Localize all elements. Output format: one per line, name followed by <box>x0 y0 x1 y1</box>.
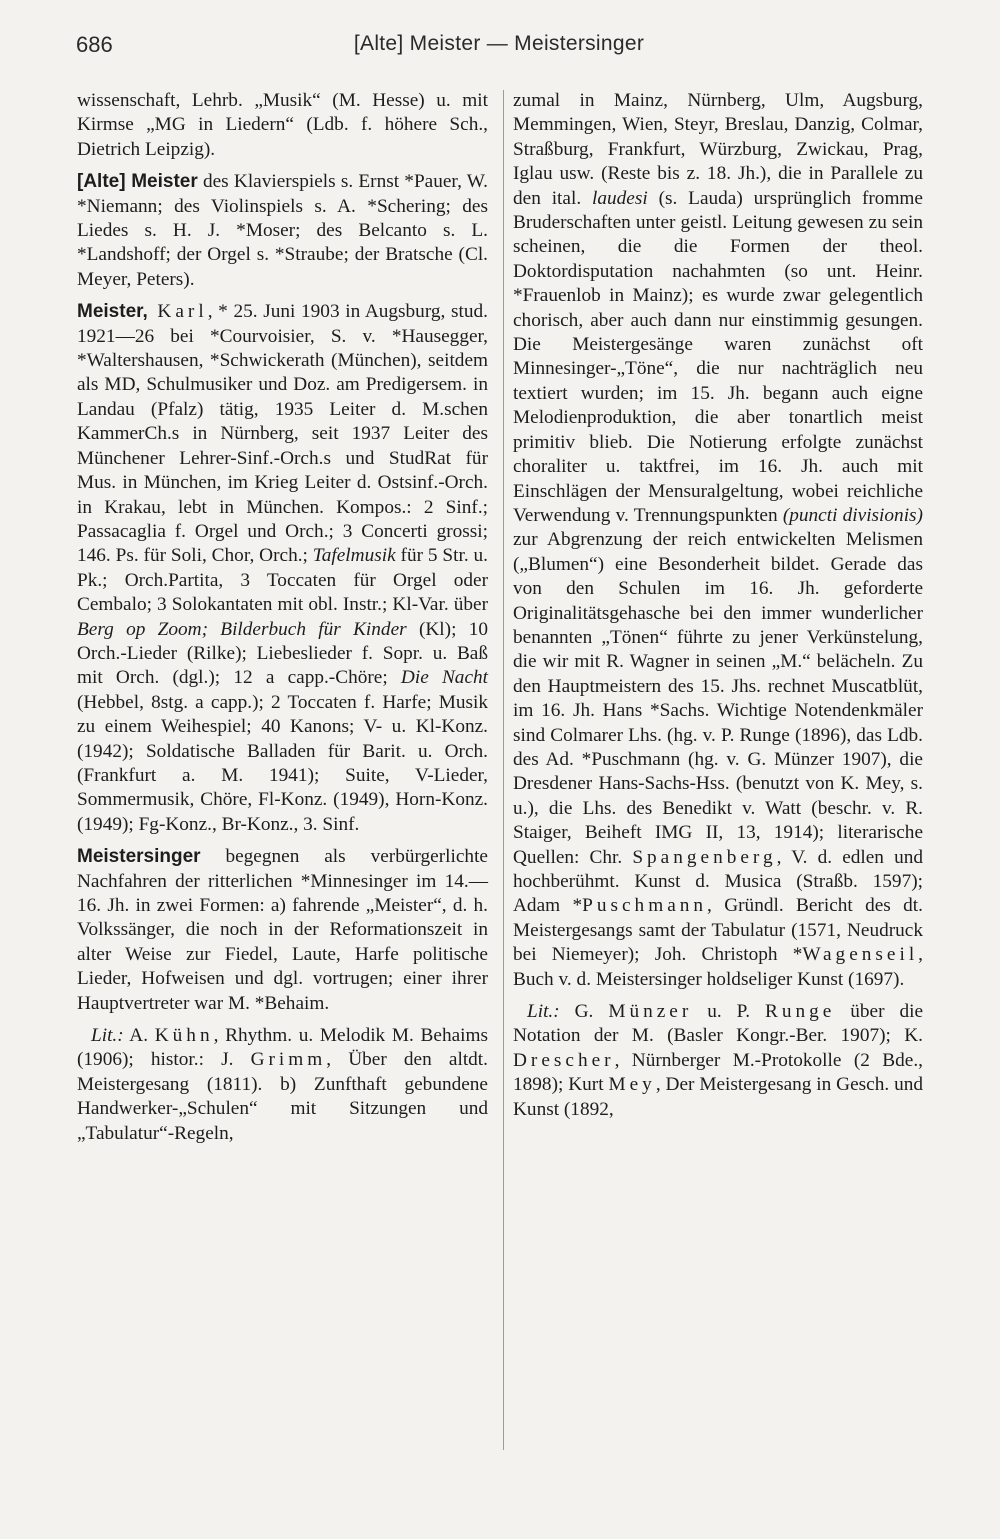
literature-paragraph: Lit.: A. Kühn, Rhythm. u. Melodik M. Behaims (1906); histor.: J. Grimm, Über den altdt. Meistergesang (1811). b) Zunfthaft gebundene Handwerker-„Schulen“ mit Sitzungen und „Tabulatur“-Regeln, <box>77 1025 488 1144</box>
page-number: 686 <box>76 32 113 57</box>
page-header <box>76 30 922 70</box>
entry-meister-karl: Meister, Karl, * 25. Juni 1903 in Augsburg, stud. 1921—26 bei *Courvoisier, S. v. *Hausegger, *Waltershausen, *Schwickerath (München), seitdem als MD, Schulmusiker und Doz. am Predigersem. in Landau (Pfalz) tätig, 1935 Leiter d. M.schen KammerCh.s in Nürnberg, seit 1937 Leiter des Münchener Lehrer-Sinf.-Orch.s und StudRat für Mus. in München, im Krieg Leiter d. Ostsinf.-Orch. in Krakau, lebt in München. Kompos.: 2 Sinf.; Passacaglia f. Orgel und Orch.; 3 Concerti grossi; 146. Ps. für Soli, Chor, Orch.; Tafelmusik für 5 Str. u. Pk.; Orch.Partita, 3 Toccaten für Orgel oder Cembalo; 3 Solokantaten mit obl. Instr.; Kl-Var. über Berg op Zoom; Bilderbuch für Kinder (Kl); 10 Orch.-Lieder (Rilke); Liebeslieder f. Sopr. u. Baß mit Orch. (dgl.); 12 a capp.-Chöre; Die Nacht (Hebbel, 8stg. a capp.); 2 Toccaten f. Harfe; Musik zu einem Weihespiel; 40 Kanons; V- u. Kl-Konz. (1942); Soldatische Balladen für Barit. u. Orch. (Frankfurt a. M. 1941); Suite, V-Lieder, Sommermusik, Chöre, Fl-Konz. (1949), Horn-Konz. (1949); Fg-Konz., Br-Konz., 3. Sinf. <box>77 301 489 835</box>
headword: Meistersinger <box>77 846 201 868</box>
entry-meistersinger: Meistersinger begegnen als verbürgerlichte Nachfahren der ritterlichen *Minnesinger im 14.—16. Jh. in zwei Formen: a) fahrende „Meister“, d. h. Volkssänger, die noch in der Reformationszeit in alter Weise zur Fiedel, Laute, Harfe politische Lieder, Hofweisen und dgl. vortrugen; einer ihrer Hauptvertreter war M. *Behaim. <box>77 846 488 1014</box>
literature-paragraph: Lit.: G. Münzer u. P. Runge über die Notation der M. (Basler Kongr.-Ber. 1907); K. Drescher, Nürnberger M.-Protokolle (2 Bde., 1898); Kurt Mey, Der Meistergesang in Gesch. und Kunst (1892, <box>513 1001 924 1120</box>
paragraph-continuation: wissenschaft, Lehrb. „Musik“ (M. Hesse) u. mit Kirmse „MG in Liedern“ (Ldb. f. höhere Sch., Dietrich Leipzig). <box>77 90 488 160</box>
left-column <box>77 89 488 1154</box>
paragraph-continuation: zumal in Mainz, Nürnberg, Ulm, Augsburg, Memmingen, Wien, Steyr, Breslau, Danzig, Colmar, Straßburg, Frankfurt, Würzburg, Zwickau, Prag, Iglau usw. (Reste bis z. 18. Jh.), die in Parallele zu den ital. laudesi (s. Lauda) ursprünglich fromme Bruderschaften unter geistl. Leitung gewesen zu sein scheinen, die die Formen der theol. Doktordisputation nachahmten (so unt. Heinr. *Frauenlob in Mainz); es wurde zwar gelegentlich chorisch, aber auch dann nur einstimmig gesungen. Die Meistergesänge waren zunächst oft Minnesinger-„Töne“, die nur nachträglich neu textiert wurden; im 15. Jh. begann auch eigne Melodienproduktion, die aber tonartlich meist primitiv blieb. Die Notierung erfolgte zunächst choraliter u. taktfrei, im 16. Jh. auch mit Einschlägen der Mensuralgeltung, wobei reichliche Verwendung v. Trennungspunkten (puncti divisionis) zur Abgrenzung der reich entwickelten Melismen („Blumen“) eine Besonderheit bildet. Gerade das von den Schulen im 16. Jh. geforderte Originalitätsgehasche bei den immer wunderlicher benannten „Tönen“ führte zu jener Verkünstelung, die wir mit R. Wagner in seinen „M.“ belächeln. Zu den Hauptmeistern des 15. Jhs. rechnet Muscatblüt, im 16. Jh. Hans *Sachs. Wichtige Notendenkmäler sind Colmarer Lhs. (hg. v. P. Runge (1896), das Ldb. des Ad. *Puschmann (hg. v. G. Münzer 1907), die Dresdener Hans-Sachs-Hss. (benutzt von K. Mey, s. u.), die Lhs. des Benedikt v. Watt (beschr. v. R. Staiger, Beiheft IMG II, 13, 1914); literarische Quellen: Chr. Spangenberg, V. d. edlen und hochberühmt. Kunst d. Musica (Straßb. 1597); Adam *Puschmann, Gründl. Bericht des dt. Meistergesangs samt der Tabulatur (1571, Neudruck bei Niemeyer); Joh. Christoph *Wagenseil, Buch v. d. Meistersinger holdseliger Kunst (1697). <box>513 90 923 990</box>
headword: [Alte] Meister <box>77 171 198 193</box>
headword: Meister, <box>77 301 148 323</box>
running-title: [Alte] Meister — Meistersinger <box>353 32 645 55</box>
entry-alte-meister: [Alte] Meister des Klavierspiels s. Ernst *Pauer, W. *Niemann; des Violinspiels s. A. *Schering; des Liedes s. H. J. *Moser; des Belcanto s. L. *Landshoff; der Orgel s. *Straube; der Bratsche (Cl. Meyer, Peters). <box>77 171 489 290</box>
right-column <box>513 89 923 1130</box>
column-divider <box>503 90 504 1450</box>
